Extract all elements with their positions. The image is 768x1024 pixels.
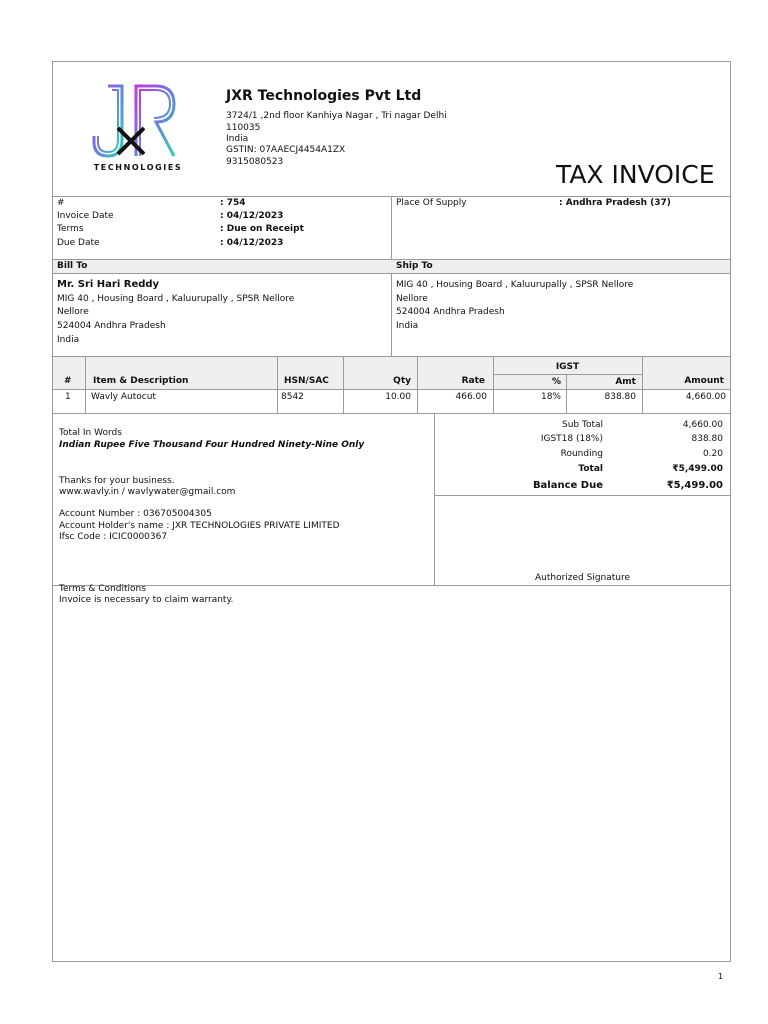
- bill-to-line4: India: [57, 335, 80, 345]
- row-rate: 466.00: [455, 392, 487, 402]
- row-num: 1: [65, 392, 71, 402]
- balance-due-value: ₹5,499.00: [666, 480, 723, 491]
- rounding-label: Rounding: [560, 449, 603, 459]
- place-of-supply-label: Place Of Supply: [396, 198, 467, 208]
- row-item: Wavly Autocut: [91, 392, 156, 402]
- row-igst-pct: 18%: [540, 392, 561, 402]
- invoice-number-label: #: [57, 198, 65, 208]
- balance-due-label: Balance Due: [532, 480, 603, 491]
- terms-label: Terms: [57, 224, 84, 234]
- ship-to-header: Ship To: [396, 261, 433, 271]
- ship-to-line2: Nellore: [396, 294, 428, 304]
- company-gstin: GSTIN: 07AAECJ4454A1ZX: [226, 145, 346, 155]
- logo-subtitle: TECHNOLOGIES: [93, 163, 183, 172]
- sub-total-label: Sub Total: [561, 420, 603, 430]
- terms-value: : Due on Receipt: [220, 224, 304, 234]
- company-address-line1: 3724/1 ,2nd floor Kanhiya Nagar , Tri nagar Delhi: [226, 111, 447, 121]
- terms-conditions-text: Invoice is necessary to claim warranty.: [59, 595, 234, 605]
- company-name: JXR Technologies Pvt Ltd: [226, 88, 422, 104]
- bill-to-line2: Nellore: [57, 307, 89, 317]
- company-country: India: [226, 134, 249, 144]
- col-header-amount: Amount: [684, 376, 724, 386]
- total-value: ₹5,499.00: [672, 464, 723, 474]
- contact-info: www.wavly.in / wavlywater@gmail.com: [59, 487, 236, 497]
- total-label: Total: [578, 464, 603, 474]
- igst-label: IGST18 (18%): [540, 434, 603, 444]
- invoice-date-value: : 04/12/2023: [220, 211, 284, 221]
- col-header-hsn: HSN/SAC: [284, 376, 329, 386]
- bill-to-line1: MIG 40 , Housing Board , Kaluurupally , SPSR Nellore: [57, 294, 295, 304]
- bill-to-header: Bill To: [57, 261, 88, 271]
- col-header-item: Item & Description: [93, 376, 189, 386]
- terms-conditions-header: Terms & Conditions: [59, 584, 146, 594]
- bill-to-line3: 524004 Andhra Pradesh: [57, 321, 166, 331]
- sub-total-value: 4,660.00: [682, 420, 723, 430]
- page-number: 1: [718, 972, 724, 981]
- place-of-supply-value: : Andhra Pradesh (37): [559, 198, 671, 208]
- company-logo: [88, 82, 188, 174]
- col-header-igst-amt: Amt: [615, 377, 636, 387]
- row-amount: 4,660.00: [685, 392, 726, 402]
- invoice-number-value: : 754: [220, 198, 246, 208]
- igst-value: 838.80: [691, 434, 723, 444]
- row-hsn: 8542: [281, 392, 304, 402]
- col-header-qty: Qty: [393, 376, 411, 386]
- ship-to-line1: MIG 40 , Housing Board , Kaluurupally , SPSR Nellore: [396, 280, 634, 290]
- total-in-words-value: Indian Rupee Five Thousand Four Hundred Ninety-Nine Only: [59, 440, 365, 450]
- col-header-num: #: [64, 376, 72, 386]
- bill-to-name: Mr. Sri Hari Reddy: [57, 279, 160, 290]
- ship-to-line4: India: [396, 321, 419, 331]
- invoice-date-label: Invoice Date: [57, 211, 114, 221]
- col-header-igst: IGST: [555, 362, 580, 372]
- account-number: Account Number : 036705004305: [59, 509, 212, 519]
- company-address-line2: 110035: [226, 123, 261, 133]
- ship-to-line3: 524004 Andhra Pradesh: [396, 307, 505, 317]
- row-qty: 10.00: [385, 392, 411, 402]
- authorized-signature-label: Authorized Signature: [534, 573, 631, 583]
- document-title: TAX INVOICE: [556, 160, 715, 189]
- total-in-words-label: Total In Words: [59, 428, 122, 438]
- col-header-rate: Rate: [461, 376, 485, 386]
- rounding-value: 0.20: [702, 449, 723, 459]
- col-header-igst-pct: %: [551, 377, 561, 387]
- company-phone: 9315080523: [226, 157, 284, 167]
- account-holder: Account Holder's name : JXR TECHNOLOGIES PRIVATE LIMITED: [59, 521, 340, 531]
- due-date-label: Due Date: [57, 238, 100, 248]
- ifsc-code: Ifsc Code : ICIC0000367: [59, 532, 168, 542]
- due-date-value: : 04/12/2023: [220, 238, 284, 248]
- row-igst-amt: 838.80: [604, 392, 636, 402]
- thanks-note: Thanks for your business.: [59, 476, 175, 486]
